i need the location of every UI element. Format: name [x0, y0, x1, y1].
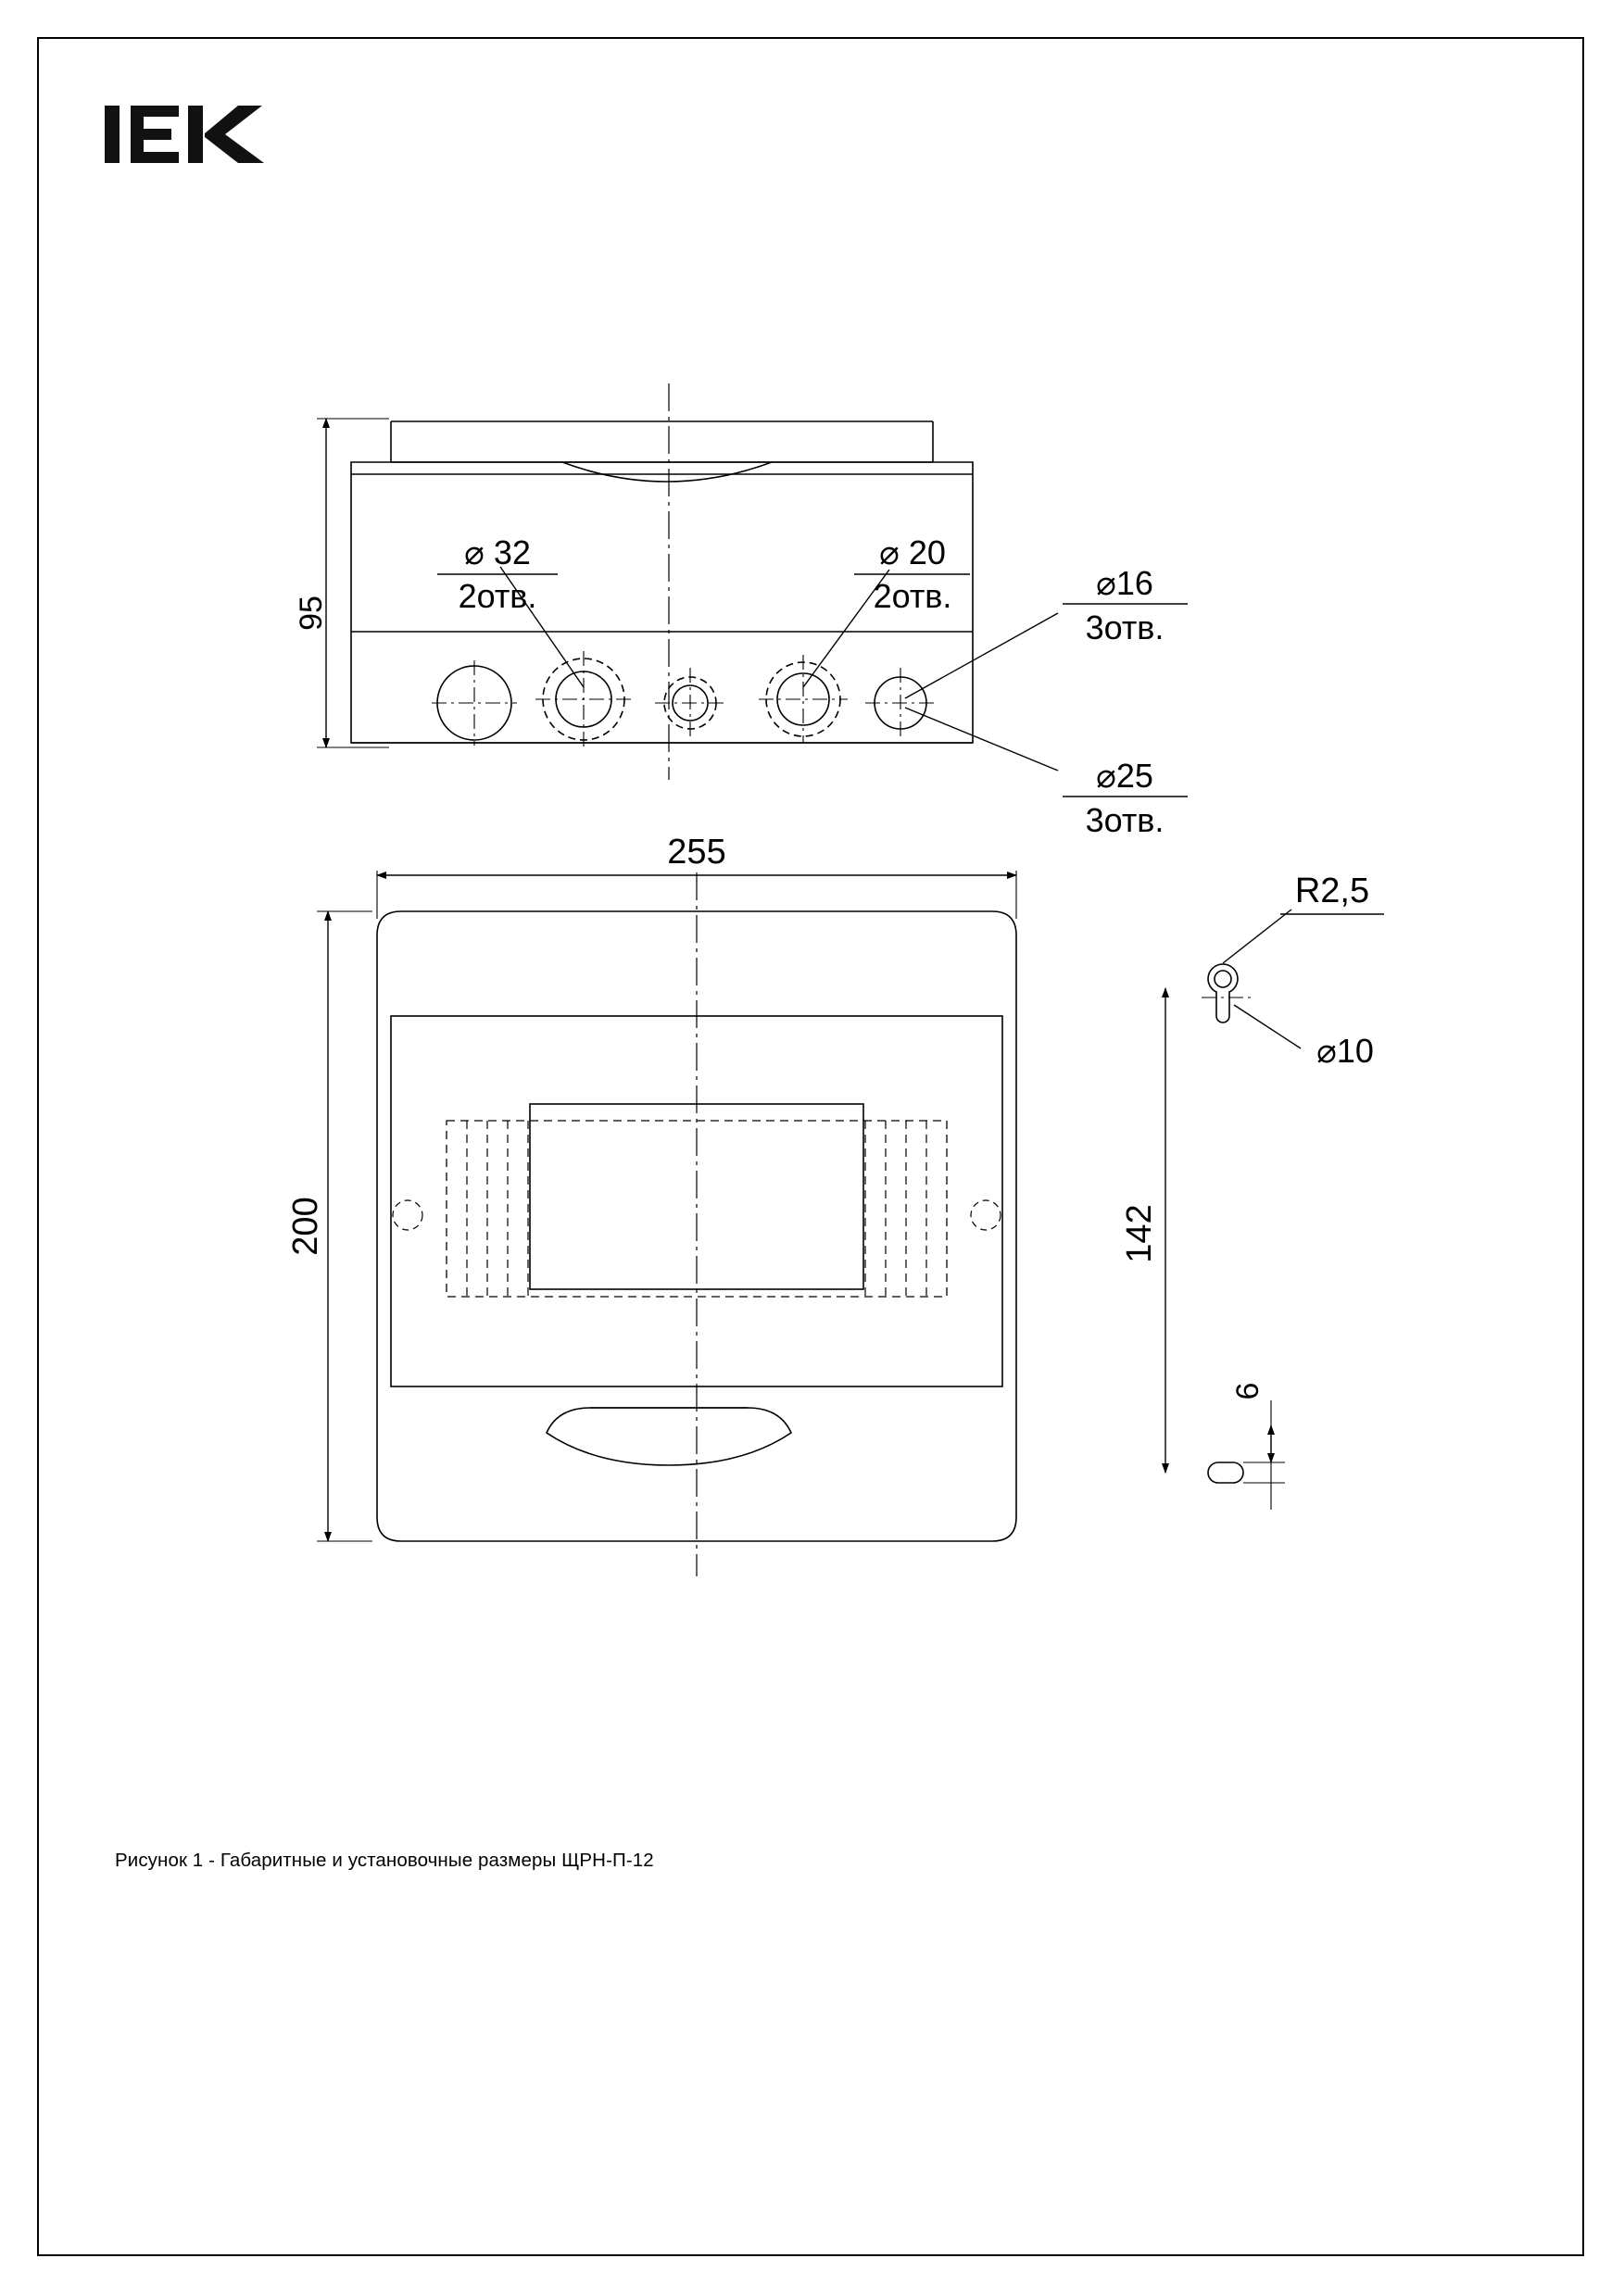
callout-d10: ⌀10: [1316, 1032, 1374, 1070]
callout-r25: R2,5: [1294, 872, 1370, 910]
dimension-200: 200: [286, 1197, 325, 1256]
callout-d32-qty: 2отв.: [458, 577, 537, 615]
dimension-95: 95: [294, 596, 329, 631]
callout-d25: ⌀25: [1096, 757, 1153, 795]
callout-d32: ⌀ 32: [464, 533, 531, 571]
callout-d16-qty: 3отв.: [1085, 609, 1164, 646]
dimension-6: 6: [1230, 1382, 1265, 1400]
drawing-sheet: [37, 37, 1584, 2256]
callout-d16: ⌀16: [1096, 564, 1153, 602]
callout-d20-qty: 2отв.: [873, 577, 952, 615]
callout-d20: ⌀ 20: [879, 533, 946, 571]
dimension-142: 142: [1120, 1204, 1159, 1263]
callout-d25-qty: 3отв.: [1085, 801, 1164, 839]
dimension-255: 255: [667, 833, 726, 872]
figure-caption: Рисунок 1 - Габаритные и установочные размеры ЩРН-П-12: [115, 1850, 654, 1871]
technical-drawing: [39, 39, 1586, 2258]
